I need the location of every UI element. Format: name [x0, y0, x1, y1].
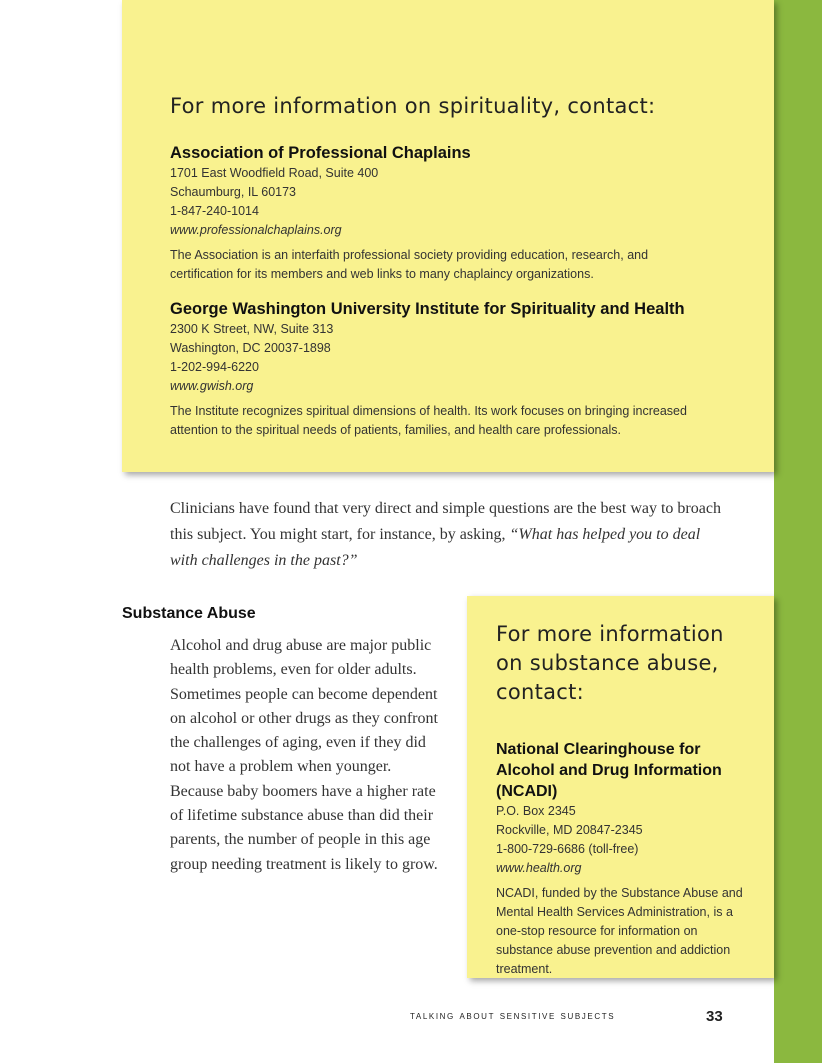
org-phone: 1-800-729-6686 (toll-free) [496, 842, 639, 856]
org-url: www.professionalchaplains.org [170, 223, 342, 237]
org-address-line: 1701 East Woodfield Road, Suite 400 [170, 166, 379, 180]
org-description: NCADI, funded by the Substance Abuse and Mental Health Services Administration, is a one-stop resource for information on substance abuse prevention and addiction treatment. [496, 886, 743, 976]
intro-text: Clinicians have found that very direct and simple questions are the best way to broach this subject. You might start, for instance, by asking, [170, 500, 721, 543]
intro-quote: “What has helped you to deal with challenges in the past?” [170, 526, 701, 569]
spirituality-info-box [122, 0, 774, 472]
org-city-line: Schaumburg, IL 60173 [170, 185, 297, 199]
intro-paragraph [170, 496, 730, 574]
org-city-line: Rockville, MD 20847-2345 [496, 823, 643, 837]
org-url: www.gwish.org [170, 379, 254, 393]
org-phone: 1-847-240-1014 [170, 204, 259, 218]
green-side-band [774, 0, 822, 1063]
substance-abuse-heading: Substance Abuse [122, 605, 256, 622]
org-description: The Association is an interfaith professional society providing education, research, and certification for its members and web links to many chaplaincy organizations. [170, 248, 649, 281]
substance-info-box [467, 596, 774, 978]
org-ncadi [496, 739, 754, 979]
org-name: Association of Professional Chaplains [170, 144, 471, 162]
org-address-line: P.O. Box 2345 [496, 804, 576, 818]
running-footer-title: talking about sensitive subjects [410, 1010, 616, 1022]
page-number: 33 [706, 1008, 723, 1025]
org-phone: 1-202-994-6220 [170, 360, 259, 374]
org-description: The Institute recognizes spiritual dimensions of health. Its work focuses on bringing increased attention to the spiritual needs of patients, families, and health care professionals. [170, 404, 687, 437]
org-gwish [170, 298, 774, 440]
heading-line: on substance abuse, [496, 651, 719, 675]
substance-box-heading [496, 620, 754, 707]
substance-abuse-paragraph: Alcohol and drug abuse are major public health problems, even for older adults. Sometimes people can become dependent on alcohol or other drugs as they confront the challenges of aging, even if they did not have a problem when younger. Because baby boomers have a higher rate of lifetime substance abuse than did their parents, the number of people in this age group needing treatment is likely to grow. [170, 637, 438, 873]
org-url: www.health.org [496, 861, 582, 875]
org-chaplains [170, 142, 774, 284]
heading-line: For more information [496, 622, 724, 646]
org-city-line: Washington, DC 20037-1898 [170, 341, 331, 355]
org-name: National Clearinghouse for Alcohol and Drug Information (NCADI) [496, 741, 722, 800]
org-name: George Washington University Institute for Spirituality and Health [170, 300, 685, 318]
heading-line: contact: [496, 680, 585, 704]
org-address-line: 2300 K Street, NW, Suite 313 [170, 322, 334, 336]
spirituality-box-heading: For more information on spirituality, contact: [170, 94, 656, 118]
